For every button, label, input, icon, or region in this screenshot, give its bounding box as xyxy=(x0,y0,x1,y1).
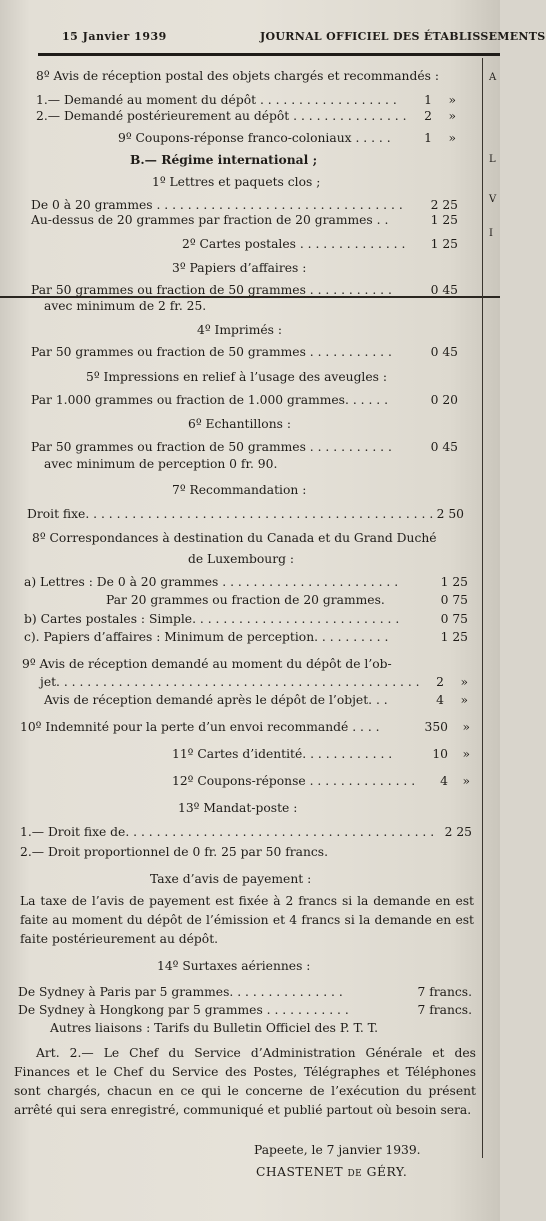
i8-title-cont: de Luxembourg : xyxy=(188,552,295,566)
i1-row-label: De 0 à 20 grammes . . . . . . . . . . . . . . . . . . . . . . . . . . . . . . . . xyxy=(31,198,403,212)
signature: CHASTENET de GÉRY. xyxy=(256,1165,408,1179)
i11-unit: » xyxy=(462,747,470,761)
i8-row-label: b) Cartes postales : Simple. . . . . . . . . . . . . . . . . . . . . . . . . . . xyxy=(24,612,400,626)
s8-row-label: 2.— Demandé postérieurement au dépôt . . . . . . . . . . . . . . . xyxy=(36,109,407,123)
taxe-paragraph: La taxe de l’avis de payement est fixée à 2 francs si la demande en est faite au moment du dépôt de l’émission et 4 francs si la demande en est faite postérieurement au dépôt. xyxy=(20,894,474,946)
i8-row-value: 1 25 xyxy=(440,630,468,644)
i14-row-value: 7 francs. xyxy=(417,1003,472,1017)
i11-label: 11º Cartes d’identité. . . . . . . . . . . . xyxy=(172,747,393,761)
i9-row-unit: » xyxy=(460,675,468,689)
s8-row-label: 1.— Demandé au moment du dépôt . . . . . . . . . . . . . . . . . . xyxy=(36,93,397,107)
s8-title: 8º Avis de réception postal des objets chargés et recommandés : xyxy=(36,69,439,83)
i12-unit: » xyxy=(462,774,470,788)
i2-label: 2º Cartes postales . . . . . . . . . . . . . . xyxy=(182,237,406,251)
header-rule xyxy=(38,53,500,56)
i9-line: 9º Avis de réception demandé au moment du dépôt de l’ob- xyxy=(22,657,392,671)
i3-minimum: avec minimum de 2 fr. 25. xyxy=(44,299,207,313)
i9-row-unit: » xyxy=(460,693,468,707)
i2-value: 1 25 xyxy=(430,237,458,251)
i3-row-label: Par 50 grammes ou fraction de 50 grammes . . . . . . . . . . . xyxy=(31,283,392,297)
i7-row-label: Droit fixe. . . . . . . . . . . . . . . . . . . . . . . . . . . . . . . . . . . . . . . . . . . . . xyxy=(27,507,434,521)
header-journal-title: JOURNAL OFFICIEL DES ÉTABLISSEMENTS xyxy=(260,30,546,43)
i14-row-label: De Sydney à Hongkong par 5 grammes . . . . . . . . . . . xyxy=(18,1003,349,1017)
i4-row-label: Par 50 grammes ou fraction de 50 grammes . . . . . . . . . . . xyxy=(31,345,392,359)
i14-row-label: De Sydney à Paris par 5 grammes. . . . . . . . . . . . . . . xyxy=(18,985,343,999)
regime-heading: B.— Régime international ; xyxy=(130,152,318,167)
i14-other: Autres liaisons : Tarifs du Bulletin Officiel des P. T. T. xyxy=(50,1021,378,1035)
i8-row-value: 0 75 xyxy=(440,593,468,607)
place-date: Papeete, le 7 janvier 1939. xyxy=(254,1143,421,1157)
margin-letter: V xyxy=(489,194,497,205)
i8-title: 8º Correspondances à destination du Canada et du Grand Duché xyxy=(32,531,437,545)
i4-row-value: 0 45 xyxy=(430,345,458,359)
i1-row-value: 2 25 xyxy=(430,198,458,212)
taxe-title: Taxe d’avis de payement : xyxy=(150,872,312,886)
margin-letter: L xyxy=(489,154,496,165)
i8-row-label: Par 20 grammes ou fraction de 20 grammes. xyxy=(106,593,385,607)
i5-row-value: 0 20 xyxy=(430,393,458,407)
i1-row-label: Au-dessus de 20 grammes par fraction de 20 grammes . . xyxy=(31,213,389,227)
i9-row-label: jet. . . . . . . . . . . . . . . . . . . . . . . . . . . . . . . . . . . . . . . . . . . . . . . xyxy=(40,675,420,689)
column-divider xyxy=(482,58,483,1158)
i13-row-value: 2 25 xyxy=(444,825,472,839)
i1-row-value: 1 25 xyxy=(430,213,458,227)
i5-title: 5º Impressions en relief à l’usage des aveugles : xyxy=(86,370,388,384)
i9-row-label: Avis de réception demandé après le dépôt de l’objet. . . xyxy=(44,693,388,707)
i12-value: 4 xyxy=(440,774,448,788)
i14-title: 14º Surtaxes aériennes : xyxy=(157,959,311,973)
i9-row-value: 4 xyxy=(436,693,444,707)
s9-unit: » xyxy=(448,131,456,145)
s8-row-unit: » xyxy=(448,93,456,107)
i7-row-value: 2 50 xyxy=(436,507,464,521)
i6-title: 6º Echantillons : xyxy=(188,417,291,431)
margin-letter: I xyxy=(489,228,493,239)
i13-row-label: 2.— Droit proportionnel de 0 fr. 25 par 50 francs. xyxy=(20,845,328,859)
i13-title: 13º Mandat-poste : xyxy=(178,801,298,815)
i3-row-value: 0 45 xyxy=(430,283,458,297)
margin-letter: A xyxy=(489,72,497,83)
i9-row-value: 2 xyxy=(436,675,444,689)
header-date: 15 Janvier 1939 xyxy=(62,30,167,43)
i13-row-label: 1.— Droit fixe de. . . . . . . . . . . . . . . . . . . . . . . . . . . . . . . . . . . . . . . . xyxy=(20,825,435,839)
i12-label: 12º Coupons-réponse . . . . . . . . . . . . . . xyxy=(172,774,416,788)
i8-row-label: a) Lettres : De 0 à 20 grammes . . . . . . . . . . . . . . . . . . . . . . . xyxy=(24,575,399,589)
i14-row-value: 7 francs. xyxy=(417,985,472,999)
i6-row-value: 0 45 xyxy=(430,440,458,454)
s9-value: 1 xyxy=(424,131,432,145)
article-2: Art. 2.— Le Chef du Service d’Administration Générale et des Finances et le Chef du Service des Postes, Télégraphes et Téléphones sont chargés, chacun en ce qui le concerne de l’exécution du présent arrêté qui sera enregistré, communiqué et publié partout où besoin sera. xyxy=(14,1046,476,1117)
s8-row-unit: » xyxy=(448,109,456,123)
i5-row-label: Par 1.000 grammes ou fraction de 1.000 grammes. . . . . . xyxy=(31,393,388,407)
i10-value: 350 xyxy=(424,720,448,734)
i6-row-label: Par 50 grammes ou fraction de 50 grammes . . . . . . . . . . . xyxy=(31,440,392,454)
s8-row-value: 2 xyxy=(424,109,432,123)
i10-unit: » xyxy=(462,720,470,734)
i7-title: 7º Recommandation : xyxy=(172,483,307,497)
i10-label: 10º Indemnité pour la perte d’un envoi recommandé . . . . xyxy=(20,720,380,734)
page-header xyxy=(62,28,546,48)
i11-value: 10 xyxy=(432,747,448,761)
i8-row-value: 1 25 xyxy=(440,575,468,589)
s8-row-value: 1 xyxy=(424,93,432,107)
s9-label: 9º Coupons-réponse franco-coloniaux . . . . . xyxy=(118,131,391,145)
i1-title: 1º Lettres et paquets clos ; xyxy=(152,175,321,189)
i8-row-label: c). Papiers d’affaires : Minimum de perception. . . . . . . . . . xyxy=(24,630,389,644)
i4-title: 4º Imprimés : xyxy=(197,323,283,337)
i3-title: 3º Papiers d’affaires : xyxy=(172,261,307,275)
i6-minimum: avec minimum de perception 0 fr. 90. xyxy=(44,457,278,471)
i8-row-value: 0 75 xyxy=(440,612,468,626)
